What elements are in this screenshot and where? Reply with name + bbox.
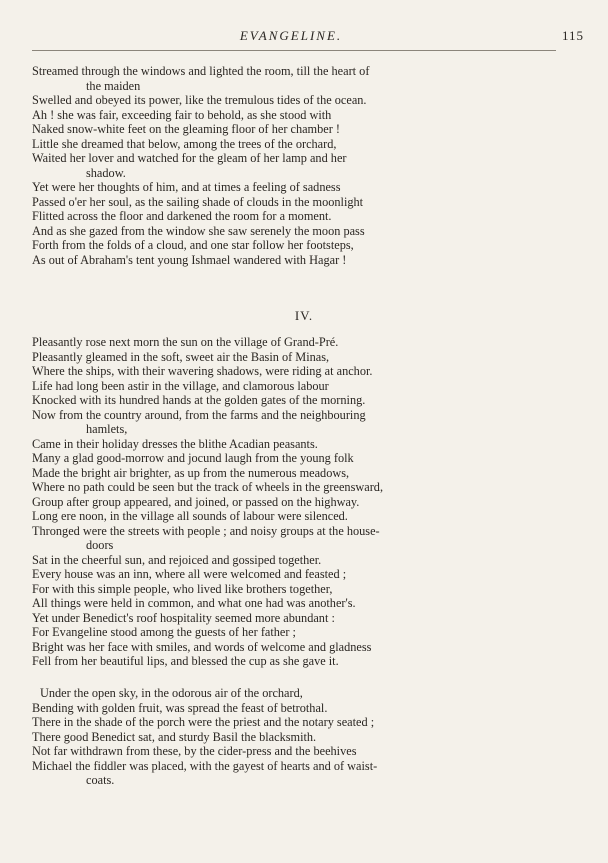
verse-line: For Evangeline stood among the guests of her father ; xyxy=(32,625,296,639)
verse-line: Passed o'er her soul, as the sailing shade of clouds in the moonlight xyxy=(32,194,364,209)
verse-line: Where no path could be seen but the track of wheels in the greensward, xyxy=(32,480,384,494)
stanza-3 xyxy=(32,686,557,788)
header-rule xyxy=(32,50,556,51)
verse-line: Not far withdrawn from these, by the cider-press and the beehives xyxy=(32,744,357,758)
verse-line: Long ere noon, in the village all sounds of labour were silenced. xyxy=(32,509,348,523)
verse-line: Many a glad good-morrow and jocund laugh from the young folk xyxy=(32,451,354,465)
verse-line: Thronged were the streets with people ; and noisy groups at the house- xyxy=(32,523,380,538)
verse-line: Forth from the folds of a cloud, and one star follow her footsteps, xyxy=(32,238,354,252)
verse-line: Made the bright air brighter, as up from the numerous meadows, xyxy=(32,465,350,480)
verse-line: Bright was her face with smiles, and words of welcome and gladness xyxy=(32,639,372,654)
verse-line: Naked snow-white feet on the gleaming floor of her chamber ! xyxy=(32,122,340,136)
verse-line: There good Benedict sat, and sturdy Basil the blacksmith. xyxy=(32,729,317,744)
stanza-2 xyxy=(32,335,557,669)
verse-line: Life had long been astir in the village, and clamorous labour xyxy=(32,378,329,393)
verse-line: Pleasantly gleamed in the soft, sweet air the Basin of Minas, xyxy=(32,349,330,364)
verse-line: Now from the country around, from the farms and the neighbouring xyxy=(32,407,366,422)
running-title: EVANGELINE. xyxy=(239,28,343,43)
verse-line: Sat in the cheerful sun, and rejoiced and gossiped together. xyxy=(32,552,322,567)
verse-line: Knocked with its hundred hands at the golden gates of the morning. xyxy=(32,393,366,407)
verse-line: Waited her lover and watched for the gleam of her lamp and her xyxy=(32,151,347,165)
verse-line-turnover: hamlets, xyxy=(86,422,128,436)
verse-line: Group after group appeared, and joined, or passed on the highway. xyxy=(32,494,360,509)
verse-line-first: Under the open sky, in the odorous air of the orchard, xyxy=(40,686,303,700)
verse-line: Yet were her thoughts of him, and at times a feeling of sadness xyxy=(32,180,341,194)
verse-line: Every house was an inn, where all were welcomed and feasted ; xyxy=(32,567,347,581)
verse-line: All things were held in common, and what one had was another's. xyxy=(32,596,356,610)
running-head xyxy=(0,28,608,48)
verse-line: Fell from her beautiful lips, and blessed the cup as she gave it. xyxy=(32,654,339,668)
verse-line: Streamed through the windows and lighted the room, till the heart of xyxy=(32,64,370,78)
verse-line: For with this simple people, who lived like brothers together, xyxy=(32,581,333,596)
verse-line: Flitted across the floor and darkened the room for a moment. xyxy=(32,209,332,223)
verse-line: Yet under Benedict's roof hospitality seemed more abundant : xyxy=(32,610,335,625)
verse-line: And as she gazed from the window she saw serenely the moon pass xyxy=(32,223,365,238)
stanza-1 xyxy=(32,64,557,267)
verse-line-turnover: shadow. xyxy=(86,165,126,180)
verse-line: Pleasantly rose next morn the sun on the village of Grand-Pré. xyxy=(32,335,339,349)
verse-line: Bending with golden fruit, was spread the feast of betrothal. xyxy=(32,700,328,715)
page-number: 115 xyxy=(561,28,584,43)
verse-line-turnover: the maiden xyxy=(86,78,141,93)
verse-line: Came in their holiday dresses the blithe Acadian peasants. xyxy=(32,436,318,451)
verse-line: There in the shade of the porch were the priest and the notary seated ; xyxy=(32,715,375,729)
verse-line: Swelled and obeyed its power, like the tremulous tides of the ocean. xyxy=(32,93,367,107)
verse-line: Michael the fiddler was placed, with the gayest of hearts and of waist- xyxy=(32,758,378,773)
verse-line: Ah ! she was fair, exceeding fair to behold, as she stood with xyxy=(32,107,332,122)
verse-line: As out of Abraham's tent young Ishmael wandered with Hagar ! xyxy=(32,252,347,267)
verse-line: Where the ships, with their wavering shadows, were riding at anchor. xyxy=(32,364,373,378)
verse-line: Little she dreamed that below, among the trees of the orchard, xyxy=(32,136,337,151)
verse-line-turnover: coats. xyxy=(86,773,115,787)
section-heading: IV. xyxy=(294,308,314,323)
verse-line-turnover: doors xyxy=(86,538,114,552)
